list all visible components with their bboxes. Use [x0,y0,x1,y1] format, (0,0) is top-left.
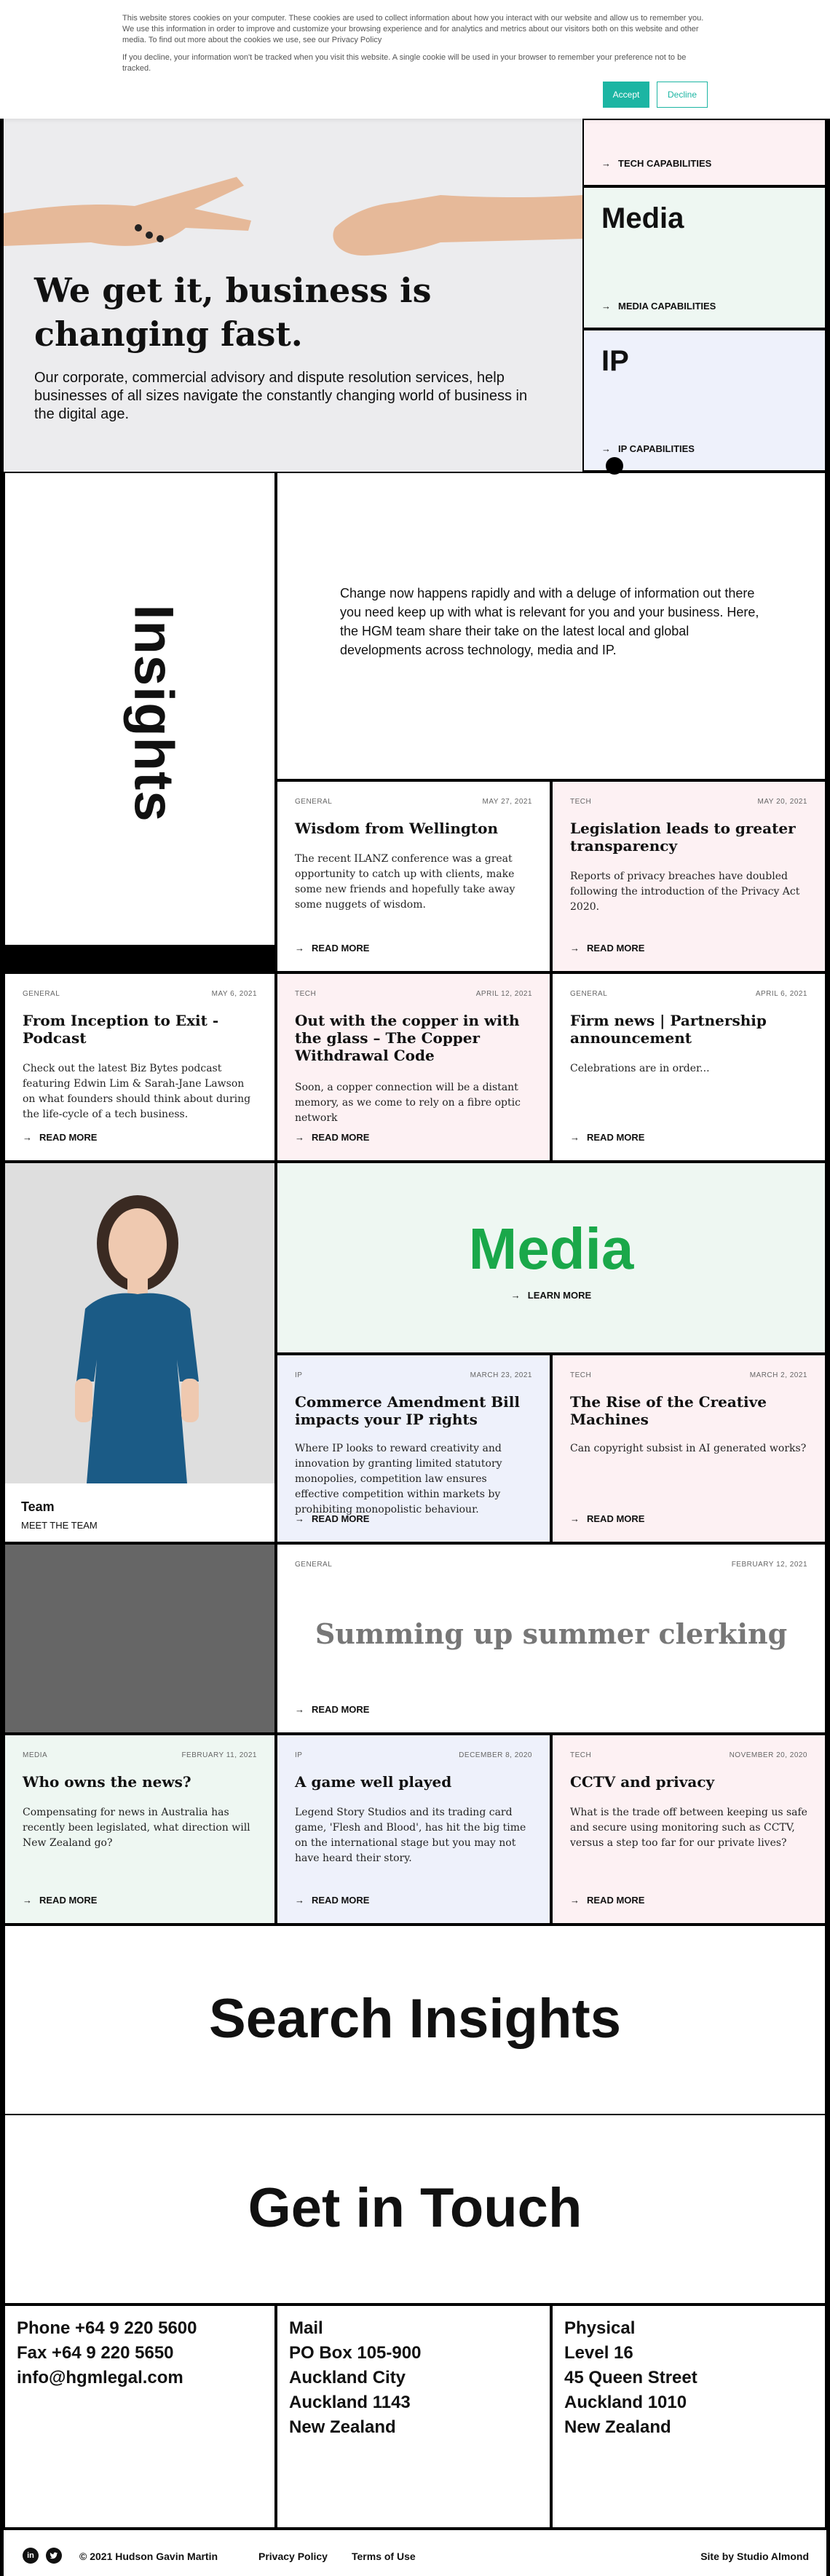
dot-marker [606,457,623,475]
insights-intro-text: Change now happens rapidly and with a deluge of information out there you need keep up with what is relevant for you and your business. Here, the HGM team share their take on the latest local and global developments across technology, media and IP. [340,586,759,657]
article-title[interactable]: The Rise of the Creative Machines [570,1393,767,1428]
read-more-label: READ MORE [587,1513,645,1524]
capability-link-label: MEDIA CAPABILITIES [618,301,716,312]
arrow-right-icon: → [510,1290,521,1301]
article-card[interactable] [4,1734,276,1925]
article-category: TECH [295,990,317,998]
read-more-link[interactable] [295,1132,369,1143]
article-title[interactable]: Wisdom from Wellington [295,820,499,837]
hero-subtitle: Our corporate, commercial advisory and dispute resolution services, help businesses of all sizes navigate the constantly changing world of business in the digital age. [34,370,528,422]
accept-button[interactable]: Accept [603,82,649,108]
article-category: IP [295,1751,303,1759]
read-more-link[interactable] [295,1895,369,1906]
article-meta [570,1751,807,1759]
article-date: FEBRUARY 11, 2021 [181,1751,257,1759]
article-title[interactable]: Commerce Amendment Bill impacts your IP rights [295,1393,520,1428]
get-in-touch-title[interactable]: Get in Touch [248,2177,582,2239]
learn-more-label: LEARN MORE [527,1290,592,1301]
article-date: APRIL 6, 2021 [755,990,807,998]
read-more-link[interactable] [295,1704,369,1715]
read-more-label: READ MORE [587,943,645,954]
decline-button[interactable]: Decline [657,82,708,108]
article-category: IP [295,1371,303,1379]
read-more-link[interactable] [570,1895,644,1906]
article-date: FEBRUARY 12, 2021 [731,1561,807,1569]
arrow-right-icon: → [601,443,611,454]
capability-link-label: TECH CAPABILITIES [618,158,712,169]
capability-link-label: IP CAPABILITIES [618,443,695,454]
article-category: GENERAL [23,990,60,998]
cookie-text-decline: If you decline, your information won't be tracked when you visit this website. A single cookie will be used in your browser to remember your preference not to be tracked. [122,53,687,73]
arrow-right-icon: → [295,1132,304,1143]
article-card[interactable] [276,972,551,1162]
media-capabilities-link[interactable] [601,301,716,312]
insights-heading [81,590,226,837]
get-in-touch-section[interactable] [4,2114,826,2304]
article-date: MAY 20, 2021 [757,798,807,806]
article-excerpt: Celebrations are in order... [570,1063,710,1074]
mail-line: New Zealand [289,2417,396,2437]
article-meta [295,1751,532,1759]
team-title: Team [21,1499,55,1514]
article-excerpt: Compensating for news in Australia has recently been legislated, what direction will New Zealand go? [23,1807,250,1849]
read-more-label: READ MORE [312,1895,370,1906]
article-title[interactable]: From Inception to Exit - Podcast [23,1012,219,1047]
arrow-right-icon: → [23,1132,32,1143]
physical-line: Auckland 1010 [564,2393,687,2412]
tech-capabilities-card[interactable] [582,119,826,186]
team-photo [5,1163,274,1483]
article-title[interactable]: CCTV and privacy [570,1773,715,1791]
article-category: TECH [570,1751,592,1759]
read-more-label: READ MORE [587,1132,645,1143]
arrow-right-icon: → [295,1513,304,1524]
arrow-right-icon: → [570,1132,580,1143]
read-more-link[interactable] [570,943,644,954]
arrow-right-icon: → [570,943,580,954]
article-date: MARCH 2, 2021 [749,1371,807,1379]
insights-intro [276,472,826,780]
arrow-right-icon: → [295,1704,304,1715]
read-more-link[interactable] [570,1132,644,1143]
contact-physical-panel [551,2304,826,2529]
media-capabilities-card[interactable] [582,186,826,329]
ip-capabilities-link[interactable] [601,443,695,454]
twitter-icon[interactable] [46,2548,62,2564]
twitter-bird-icon [46,2548,62,2564]
read-more-label: READ MORE [312,1132,370,1143]
article-title[interactable]: Firm news | Partnership announcement [570,1012,767,1047]
article-card[interactable] [276,1354,551,1543]
read-more-link[interactable] [295,1513,369,1524]
article-category: TECH [570,1371,592,1379]
hero-title [34,269,471,356]
contact-phone-panel [4,2304,276,2529]
article-card[interactable] [276,780,551,972]
insights-heading-panel [4,472,276,981]
article-category: GENERAL [570,990,608,998]
arrow-right-icon: → [601,301,611,312]
team-card[interactable] [4,1162,276,1543]
article-card[interactable] [551,1734,826,1925]
article-meta [23,1751,257,1759]
arrow-right-icon: → [295,1895,304,1906]
email-link[interactable]: info@hgmlegal.com [17,2368,183,2387]
article-meta [570,1371,807,1379]
read-more-label: READ MORE [312,1704,370,1715]
capability-title: IP [601,345,629,377]
mail-line: PO Box 105-900 [289,2343,422,2363]
article-excerpt: What is the trade off between keeping us safe and secure using monitoring such as CCTV, versus a step too far for our private lives? [570,1807,807,1849]
physical-line: 45 Queen Street [564,2368,697,2387]
article-title[interactable]: A game well played [295,1773,452,1791]
contact-mail-panel [276,2304,551,2529]
hero-title-line2: changing fast. [34,314,303,354]
article-date: NOVEMBER 20, 2020 [729,1751,807,1759]
hero-title-line1: We get it, business is [34,271,432,310]
team-member-image [5,1163,274,1483]
article-excerpt: Can copyright subsist in AI generated works? [570,1443,807,1454]
article-excerpt: Reports of privacy breaches have doubled following the introduction of the Privacy Act 2020. [570,871,800,913]
mail-line: Auckland 1143 [289,2393,411,2412]
article-title[interactable]: Who owns the news? [23,1773,191,1791]
article-card[interactable] [551,1354,826,1543]
physical-line: Level 16 [564,2343,633,2363]
article-meta [295,798,532,806]
read-more-label: READ MORE [39,1132,98,1143]
article-excerpt: The recent ILANZ conference was a great opportunity to catch up with clients, make some new friends and hopefully take away some nuggets of wisdom. [295,853,515,911]
mail-heading: Mail [289,2318,323,2338]
search-insights-section[interactable] [4,1925,826,2115]
article-meta [295,990,532,998]
arrow-right-icon: → [570,1513,580,1524]
article-meta [295,1561,807,1569]
site-credit-link[interactable]: Site by Studio Almond [700,2551,809,2562]
read-more-label: READ MORE [312,1513,370,1524]
article-date: MAY 6, 2021 [211,990,257,998]
arrow-right-icon: → [601,158,611,169]
arrow-right-icon: → [570,1895,580,1906]
grey-image-placeholder [4,1543,276,1734]
learn-more-link[interactable] [277,1290,825,1301]
linkedin-icon[interactable]: in [23,2548,39,2564]
hero [4,119,582,472]
ip-capabilities-card[interactable] [582,329,826,472]
read-more-label: READ MORE [587,1895,645,1906]
read-more-link[interactable] [295,943,369,954]
media-promo[interactable] [276,1162,826,1354]
article-meta [570,990,807,998]
article-card[interactable] [4,972,276,1162]
hands-image [4,119,582,279]
article-category: TECH [570,798,592,806]
article-card-featured[interactable] [276,1543,826,1734]
article-date: MARCH 23, 2021 [470,1371,532,1379]
media-promo-title: Media [468,1216,634,1281]
search-insights-title[interactable]: Search Insights [209,1988,621,2050]
arrow-right-icon: → [295,943,304,954]
arrow-right-icon: → [23,1895,32,1906]
terms-of-use-link[interactable]: Terms of Use [352,2551,416,2562]
article-excerpt: Where IP looks to reward creativity and innovation by granting limited statutory monopolies, competition law ensures effective competition within markets by prohibiting monopolistic behaviour. [295,1443,502,1515]
fax-number: Fax +64 9 220 5650 [17,2343,174,2363]
read-more-label: READ MORE [39,1895,98,1906]
article-date: DECEMBER 8, 2020 [459,1751,532,1759]
insights-heading-text: Insights [122,604,185,823]
article-date: MAY 27, 2021 [482,798,532,806]
article-card[interactable] [276,1734,551,1925]
article-category: GENERAL [295,798,333,806]
read-more-link[interactable] [23,1895,97,1906]
read-more-link[interactable] [23,1132,97,1143]
article-title[interactable]: Summing up summer clerking [315,1617,788,1650]
copyright-text: © 2021 Hudson Gavin Martin [79,2551,218,2562]
footer [4,2529,826,2576]
article-category: GENERAL [295,1561,333,1569]
article-date: APRIL 12, 2021 [475,990,532,998]
read-more-label: READ MORE [312,943,370,954]
article-meta [570,798,807,806]
capability-title: Media [601,202,684,234]
read-more-link[interactable] [570,1513,644,1524]
privacy-policy-link[interactable]: Privacy Policy [258,2551,328,2562]
phone-number[interactable]: Phone +64 9 220 5600 [17,2318,197,2338]
article-card[interactable] [551,780,826,972]
mail-line: Auckland City [289,2368,406,2387]
article-title[interactable]: Legislation leads to greater transparency [570,820,796,855]
tech-capabilities-link[interactable] [601,158,711,169]
article-card[interactable] [551,972,826,1162]
article-title[interactable]: Out with the copper in with the glass – The Copper Withdrawal Code [295,1012,520,1064]
meet-the-team-link[interactable]: MEET THE TEAM [21,1520,98,1531]
physical-heading: Physical [564,2318,636,2338]
article-excerpt: Check out the latest Biz Bytes podcast featuring Edwin Lim & Sarah-Jane Lawson on what founders should think about during the life-cycle of a tech business. [23,1063,251,1120]
article-excerpt: Legend Story Studios and its trading card game, 'Flesh and Blood', has hit the big time on the international stage but you may not have heard their story. [295,1807,526,1864]
article-category: MEDIA [23,1751,48,1759]
physical-line: New Zealand [564,2417,671,2437]
article-excerpt: Soon, a copper connection will be a distant memory, as we come to rely on a fibre optic network [295,1082,521,1124]
cookie-banner [0,0,830,119]
cookie-text: This website stores cookies on your computer. These cookies are used to collect information about how you interact with our website and allow us to remember you. We use this information in order to improve and customize your browsing experience and for analytics and metrics about our visitors both on this website and other media. To find out more about the cookies we use, see our Privacy Policy [122,14,704,44]
article-meta [295,1371,532,1379]
article-meta [23,990,257,998]
